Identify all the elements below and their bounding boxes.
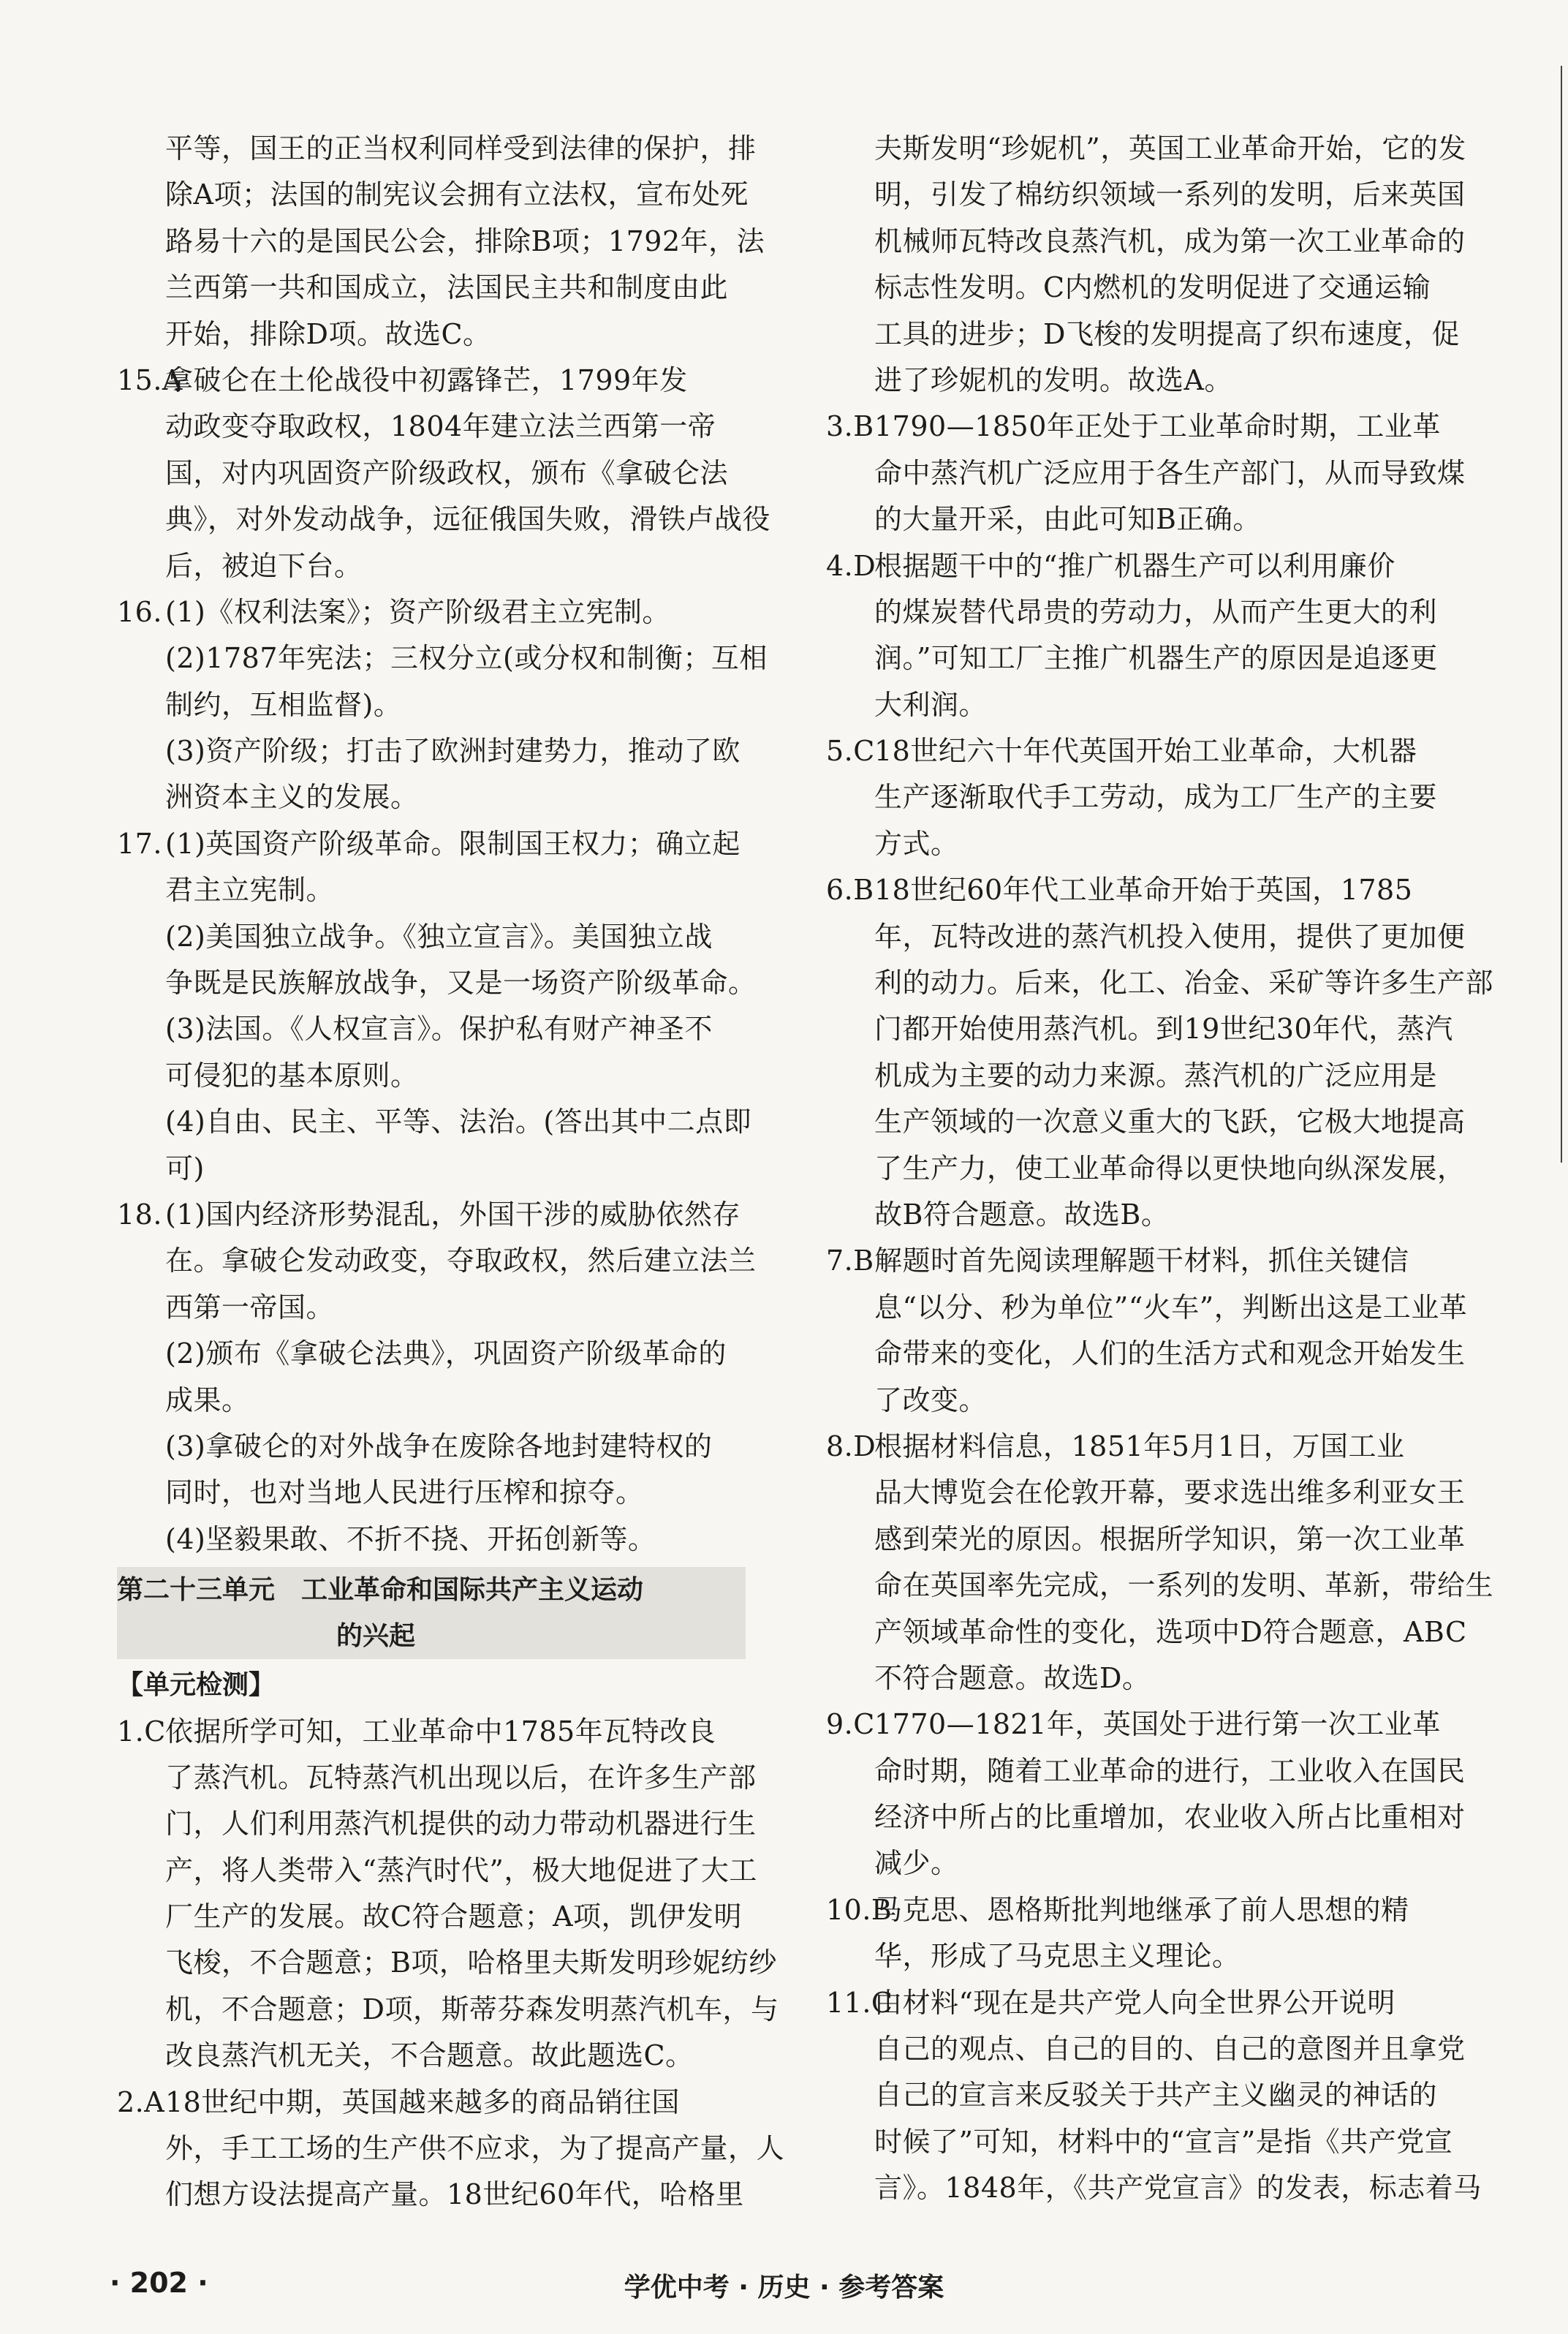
- text-line: 由材料“现在是共产党人向全世界公开说明: [874, 1986, 1395, 2019]
- text-line: 门都开始使用蒸汽机。到19世纪30年代，蒸汽: [874, 1013, 1453, 1046]
- answer-11: [826, 1980, 1482, 2212]
- text-line: (2)1787年宪法；三权分立(或分权和制衡；互相: [165, 642, 768, 675]
- answer-5: [826, 728, 1455, 867]
- answer-number: 2.A: [117, 2085, 165, 2118]
- text-line: 命带来的变化，人们的生活方式和观念开始发生: [874, 1337, 1466, 1370]
- text-line: 了生产力，使工业革命得以更快地向纵深发展，: [874, 1152, 1466, 1185]
- text-line: 润。”可知工厂主推广机器生产的原因是追逐更: [874, 642, 1438, 675]
- text-line: 夫斯发明“珍妮机”，英国工业革命开始，它的发: [874, 132, 1466, 165]
- text-line: 不符合题意。故选D。: [874, 1661, 1151, 1694]
- text-line: 可侵犯的基本原则。: [165, 1059, 419, 1092]
- text-line: 解题时首先阅读理解题干材料，抓住关键信: [874, 1245, 1409, 1277]
- unit-title-line-2: 的兴起: [336, 1621, 416, 1652]
- text-line: 命在英国率先完成，一系列的发明、革新，带给生: [874, 1569, 1494, 1602]
- text-line: 开始，排除D项。故选C。: [165, 317, 491, 350]
- answer-1: [117, 1709, 779, 2080]
- answer-number: 7.B: [826, 1245, 874, 1277]
- book-title: 学优中考 · 历史 · 参考答案: [624, 2273, 944, 2303]
- answer-16: [117, 589, 768, 821]
- text-line: (3)资产阶级；打击了欧洲封建势力，推动了欧: [165, 735, 741, 768]
- text-line: 典》，对外发动战争，远征俄国失败，滑铁卢战役: [165, 503, 771, 536]
- text-line: 洲资本主义的发展。: [165, 781, 419, 814]
- text-line: 厂生产的发展。故C符合题意；A项，凯伊发明: [165, 1900, 743, 1933]
- text-line: 言》。1848年，《共产党宣言》的发表，标志着马: [874, 2172, 1482, 2205]
- text-line: 可): [165, 1152, 205, 1185]
- text-line: 18世纪六十年代英国开始工业革命，大机器: [874, 735, 1417, 768]
- text-line: 工具的进步；D飞梭的发明提高了织布速度，促: [874, 317, 1460, 350]
- text-line: 1770—1821年，英国处于进行第一次工业革: [874, 1708, 1441, 1741]
- answer-number: 5.C: [826, 735, 875, 768]
- text-line: 命时期，随着工业革命的进行，工业收入在国民: [874, 1754, 1466, 1787]
- text-line: 自己的观点、自己的目的、自己的意图并且拿党: [874, 2033, 1466, 2066]
- text-line: (4)坚毅果敢、不折不挠、开拓创新等。: [165, 1522, 656, 1555]
- text-line: 平等，国王的正当权利同样受到法律的保护，排: [165, 132, 757, 165]
- text-line: 根据材料信息，1851年5月1日，万国工业: [874, 1430, 1405, 1462]
- answer-18: [117, 1192, 757, 1563]
- answer-8: [826, 1424, 1494, 1702]
- answer-number: 10.B: [826, 1893, 893, 1926]
- text-line: (2)美国独立战争。《独立宣言》。美国独立战: [165, 920, 713, 953]
- section-label: 【单元检测】: [117, 1670, 276, 1701]
- text-line: 18世纪中期，英国越来越多的商品销往国: [165, 2085, 680, 2118]
- text-line: (1)英国资产阶级革命。限制国王权力；确立起: [165, 827, 741, 860]
- answer-number: 4.D: [826, 549, 876, 582]
- text-line: 息“以分、秒为单位”“火车”，判断出这是工业革: [874, 1291, 1468, 1323]
- text-line: 飞梭，不合题意；B项，哈格里夫斯发明珍妮纺纱: [165, 1946, 777, 1979]
- text-line: 制约，互相监督)。: [165, 688, 402, 721]
- text-line: 根据题干中的“推广机器生产可以利用廉价: [874, 549, 1395, 582]
- text-line: 命中蒸汽机广泛应用于各生产部门，从而导致煤: [874, 456, 1466, 489]
- text-line: 年，瓦特改进的蒸汽机投入使用，提供了更加便: [874, 920, 1466, 953]
- text-line: 产领域革命性的变化，选项中D符合题意，ABC: [874, 1615, 1467, 1648]
- text-line: 生产逐渐取代手工劳动，成为工厂生产的主要: [874, 781, 1438, 814]
- answer-number: 18.: [117, 1198, 162, 1231]
- answer-number: 15.A: [117, 363, 183, 396]
- text-line: 拿破仑在土伦战役中初露锋芒，1799年发: [165, 363, 688, 396]
- page-number: · 202 ·: [110, 2267, 208, 2299]
- text-line: 依据所学可知，工业革命中1785年瓦特改良: [165, 1715, 716, 1748]
- right-column: [826, 126, 1494, 2212]
- text-line: 马克思、恩格斯批判地继承了前人思想的精: [874, 1893, 1409, 1926]
- text-line: 生产领域的一次意义重大的飞跃，它极大地提高: [874, 1106, 1466, 1138]
- text-line: (2)颁布《拿破仑法典》，巩固资产阶级革命的: [165, 1337, 727, 1370]
- answer-number: 1.C: [117, 1715, 166, 1748]
- text-line: 产，将人类带入“蒸汽时代”，极大地促进了大工: [165, 1854, 757, 1887]
- text-line: 1790—1850年正处于工业革命时期，工业革: [874, 410, 1441, 443]
- text-line: 改良蒸汽机无关，不合题意。故此题选C。: [165, 2039, 694, 2072]
- answer-continuation: [117, 126, 765, 358]
- text-line: 同时，也对当地人民进行压榨和掠夺。: [165, 1476, 644, 1509]
- text-line: 了改变。: [874, 1383, 988, 1416]
- unit-title-line-1: 第二十三单元 工业革命和国际共产主义运动: [117, 1575, 644, 1606]
- answer-number: 16.: [117, 595, 162, 628]
- text-line: 标志性发明。C内燃机的发明促进了交通运输: [874, 271, 1431, 304]
- text-line: 方式。: [874, 827, 959, 860]
- text-line: 机成为主要的动力来源。蒸汽机的广泛应用是: [874, 1059, 1438, 1092]
- text-line: 成果。: [165, 1383, 250, 1416]
- page-edge-line: [1561, 66, 1562, 1163]
- answer-number: 8.D: [826, 1430, 876, 1462]
- answer-number: 9.C: [826, 1708, 875, 1741]
- text-line: 动政变夺取政权，1804年建立法兰西第一帝: [165, 410, 716, 443]
- text-line: 故B符合题意。故选B。: [874, 1198, 1170, 1231]
- answer-3: [826, 404, 1466, 543]
- text-line: 大利润。: [874, 688, 988, 721]
- text-line: 在。拿破仑发动政变，夺取政权，然后建立法兰: [165, 1245, 757, 1277]
- answer-7: [826, 1238, 1468, 1424]
- text-line: 门，人们利用蒸汽机提供的动力带动机器进行生: [165, 1808, 757, 1840]
- text-line: 时候了”可知，材料中的“宣言”是指《共产党宣: [874, 2125, 1453, 2158]
- answer-2: [117, 2080, 785, 2218]
- text-line: 感到荣光的原因。根据所学知识，第一次工业革: [874, 1522, 1466, 1555]
- text-line: (4)自由、民主、平等、法治。(答出其中二点即: [165, 1106, 752, 1138]
- unit-header: [117, 1567, 746, 1659]
- answer-10: [826, 1887, 1455, 1980]
- text-line: 利的动力。后来，化工、冶金、采矿等许多生产部: [874, 967, 1494, 1000]
- text-line: 争既是民族解放战争，又是一场资产阶级革命。: [165, 967, 757, 1000]
- text-line: (3)拿破仑的对外战争在废除各地封建特权的: [165, 1430, 713, 1462]
- text-line: 们想方设法提高产量。18世纪60年代，哈格里: [165, 2178, 744, 2211]
- text-line: 进了珍妮机的发明。故选A。: [874, 363, 1232, 396]
- answer-number: 6.B: [826, 874, 874, 907]
- text-line: 机械师瓦特改良蒸汽机，成为第一次工业革命的: [874, 224, 1466, 257]
- text-line: 路易十六的是国民公会，排除B项；1792年，法: [165, 224, 765, 257]
- text-line: 的煤炭替代昂贵的劳动力，从而产生更大的利: [874, 595, 1438, 628]
- text-line: 经济中所占的比重增加，农业收入所占比重相对: [874, 1801, 1466, 1834]
- text-line: 减少。: [874, 1847, 959, 1880]
- text-line: 后，被迫下台。: [165, 549, 363, 582]
- left-column: [117, 126, 785, 2218]
- answer-6: [826, 867, 1494, 1238]
- text-line: 的大量开采，由此可知B正确。: [874, 503, 1261, 536]
- text-line: 外，手工工场的生产供不应求，为了提高产量，人: [165, 2132, 785, 2165]
- text-line: 明，引发了棉纺织领域一系列的发明，后来英国: [874, 178, 1466, 211]
- answer-17: [117, 821, 757, 1192]
- answer-9: [826, 1702, 1466, 1887]
- answer-number: 3.B: [826, 410, 874, 443]
- text-line: 国，对内巩固资产阶级政权，颁布《拿破仑法: [165, 456, 729, 489]
- text-line: 自己的宣言来反驳关于共产主义幽灵的神话的: [874, 2079, 1438, 2112]
- text-line: 西第一帝国。: [165, 1291, 335, 1323]
- text-line: (1)国内经济形势混乱，外国干涉的威胁依然存: [165, 1198, 741, 1231]
- answer-4: [826, 543, 1455, 729]
- text-line: 兰西第一共和国成立，法国民主共和制度由此: [165, 271, 729, 304]
- text-line: (3)法国。《人权宣言》。保护私有财产神圣不: [165, 1013, 713, 1046]
- text-line: 18世纪60年代工业革命开始于英国，1785: [874, 874, 1413, 907]
- text-line: 机，不合题意；D项，斯蒂芬森发明蒸汽机车，与: [165, 1993, 779, 2025]
- answer-2-continuation: [826, 126, 1466, 404]
- answer-number: 17.: [117, 827, 162, 860]
- text-line: 华，形成了马克思主义理论。: [874, 1940, 1241, 1973]
- text-line: 品大博览会在伦敦开幕，要求选出维多利亚女王: [874, 1476, 1466, 1509]
- text-line: (1)《权利法案》；资产阶级君主立宪制。: [165, 595, 670, 628]
- text-line: 君主立宪制。: [165, 874, 335, 907]
- answer-number: 11.C: [826, 1986, 893, 2019]
- text-line: 了蒸汽机。瓦特蒸汽机出现以后，在许多生产部: [165, 1761, 757, 1794]
- text-line: 除A项；法国的制宪议会拥有立法权，宣布处死: [165, 178, 749, 211]
- answer-15: [117, 358, 771, 589]
